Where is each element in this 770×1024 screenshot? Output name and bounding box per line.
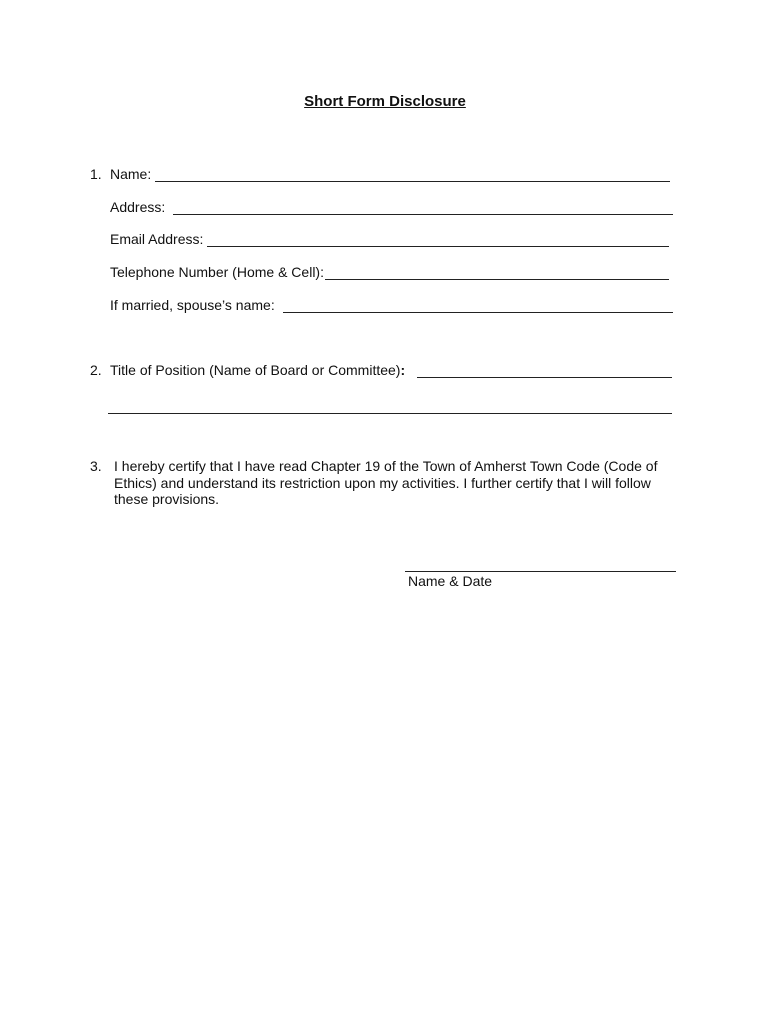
page-title: Short Form Disclosure <box>304 93 466 110</box>
position-continuation-row <box>108 396 672 414</box>
address-row <box>110 197 673 215</box>
email-label: Email Address: <box>110 231 204 247</box>
position-field-continued[interactable] <box>108 400 672 414</box>
position-label: Title of Position (Name of Board or Committee) <box>110 362 401 378</box>
address-label: Address: <box>110 199 166 215</box>
item-number-1: 1. <box>90 166 102 182</box>
name-row <box>90 164 670 182</box>
phone-label: Telephone Number (Home & Cell): <box>110 264 324 280</box>
item-number-3: 3. <box>90 458 102 474</box>
signature-label: Name & Date <box>408 573 493 589</box>
name-field[interactable] <box>155 168 670 182</box>
phone-field[interactable] <box>325 266 669 280</box>
spouse-field[interactable] <box>283 299 673 313</box>
name-label: Name: <box>110 166 152 182</box>
position-colon: : <box>400 362 406 378</box>
address-field[interactable] <box>173 201 673 215</box>
position-field[interactable] <box>417 364 672 378</box>
spouse-label: If married, spouse’s name: <box>110 297 275 313</box>
email-field[interactable] <box>207 233 669 247</box>
spouse-row <box>110 295 673 313</box>
email-row <box>110 229 669 247</box>
certification-text: I hereby certify that I have read Chapter 19 of the Town of Amherst Town Code (Code of Ethics) and understand its restriction upon my activities. I further certify that I will follow these provisions. <box>114 458 658 507</box>
signature-line[interactable] <box>405 557 676 572</box>
phone-row <box>110 262 669 280</box>
position-row <box>90 360 672 378</box>
item-number-2: 2. <box>90 362 102 378</box>
